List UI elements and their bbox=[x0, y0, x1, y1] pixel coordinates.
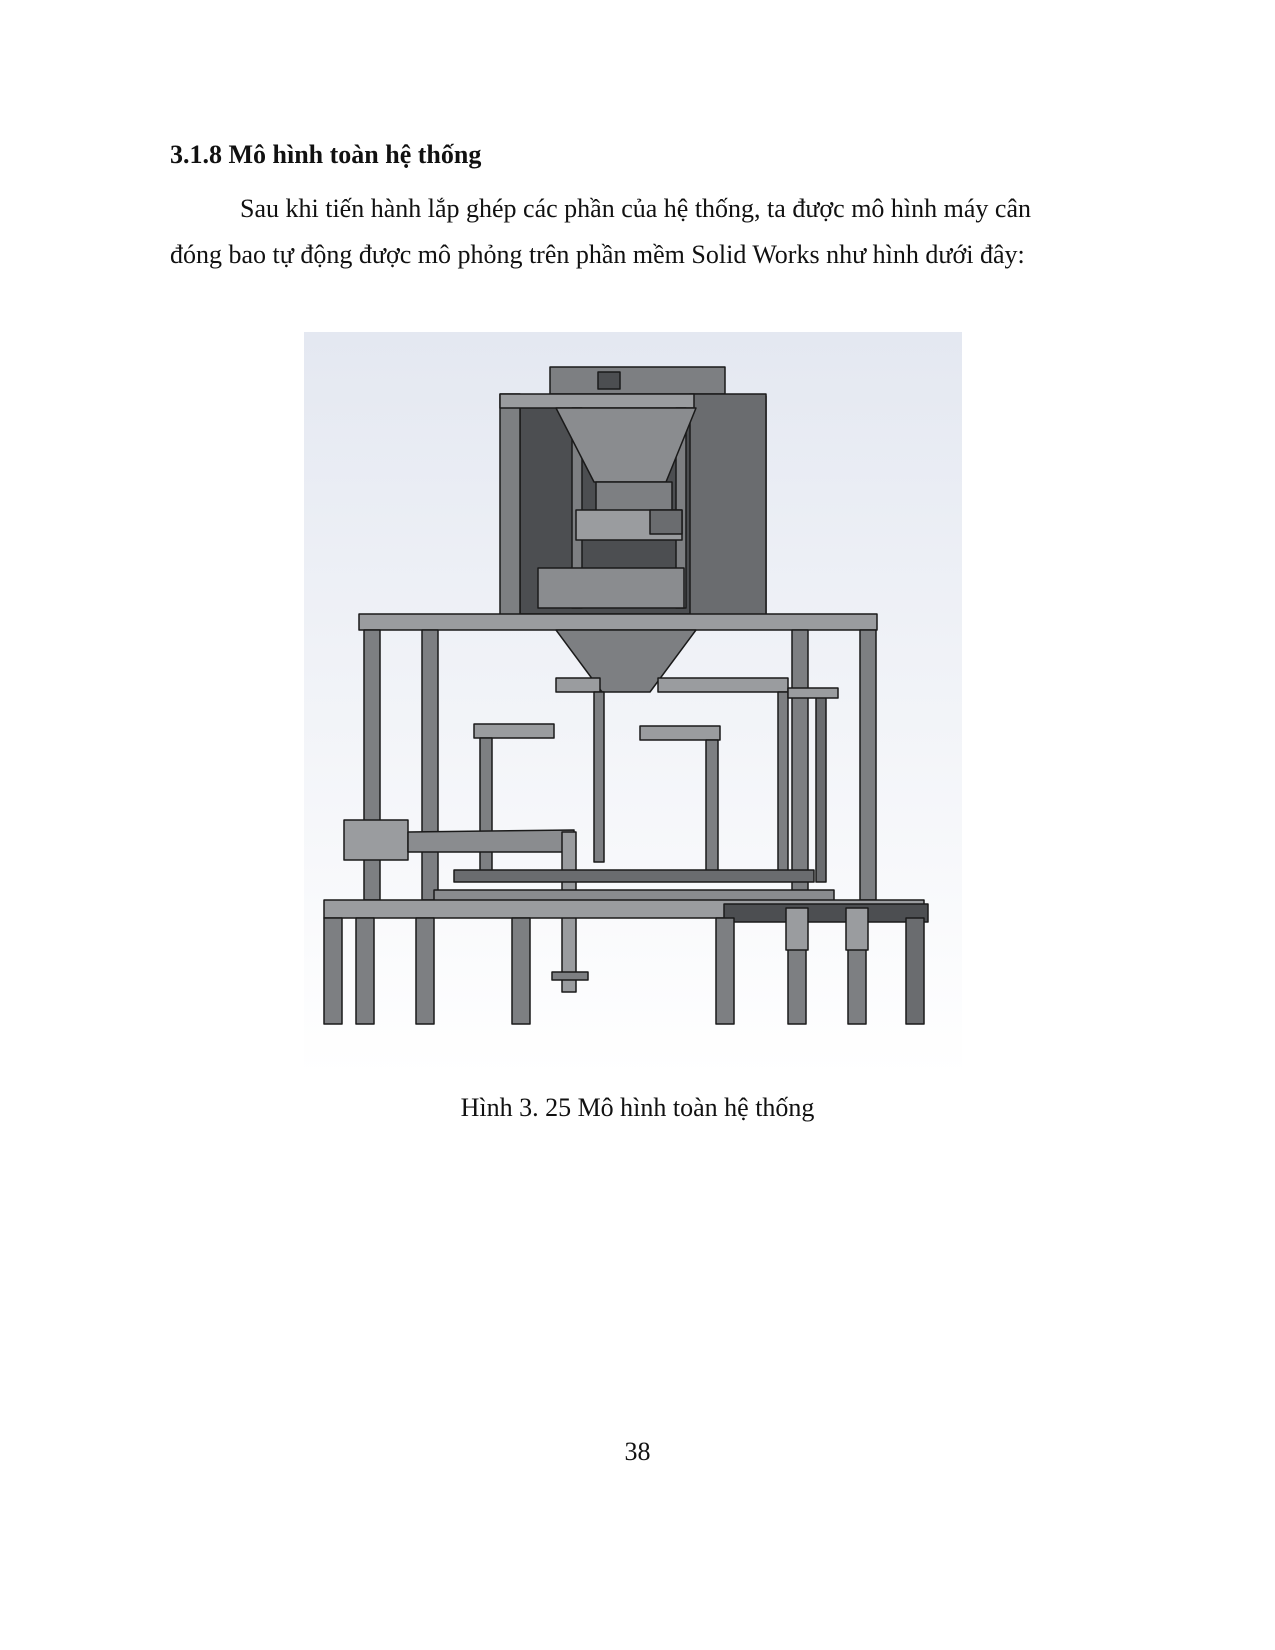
discharge-tray bbox=[538, 568, 684, 608]
main-table-top bbox=[359, 614, 877, 630]
hopper-neck bbox=[596, 482, 672, 512]
leg-sleeve bbox=[846, 908, 868, 950]
conveyor-deck bbox=[454, 870, 814, 882]
side-frame-post bbox=[816, 692, 826, 882]
body-paragraph bbox=[170, 186, 1100, 278]
actuator bbox=[650, 510, 682, 534]
base-frame-back bbox=[724, 904, 928, 922]
table-leg bbox=[422, 630, 438, 900]
table-leg bbox=[792, 630, 808, 900]
paragraph-line: Sau khi tiến hành lắp ghép các phần của hệ thống, ta được mô hình máy cân bbox=[240, 194, 1031, 223]
cabinet-left-side bbox=[500, 394, 520, 616]
bag-holder-post bbox=[480, 738, 492, 878]
cabinet-right-side bbox=[690, 394, 766, 616]
clamp-post bbox=[594, 692, 604, 862]
side-arm-beam bbox=[408, 830, 574, 852]
figure-caption: Hình 3. 25 Mô hình toàn hệ thống bbox=[460, 1093, 815, 1122]
base-leg bbox=[512, 918, 530, 1024]
table-leg bbox=[860, 630, 876, 900]
base-leg bbox=[324, 918, 342, 1024]
base-leg bbox=[716, 918, 734, 1024]
bag-clamp-arm bbox=[556, 678, 600, 692]
bagging-machine-render bbox=[304, 332, 962, 1077]
bag-clamp-arm bbox=[658, 678, 788, 692]
leg-sleeve bbox=[786, 908, 808, 950]
clamp-post bbox=[778, 692, 788, 872]
bag-holder-right bbox=[640, 726, 720, 740]
side-frame-rail bbox=[788, 688, 838, 698]
paragraph-line: đóng bao tự động được mô phỏng trên phần mềm Solid Works như hình dưới đây: bbox=[170, 240, 1025, 269]
base-leg bbox=[906, 918, 924, 1024]
side-arm-plate bbox=[344, 820, 408, 860]
side-arm-foot bbox=[552, 972, 588, 980]
bag-holder-post bbox=[706, 740, 718, 880]
base-leg bbox=[416, 918, 434, 1024]
base-leg bbox=[356, 918, 374, 1024]
page-number: 38 bbox=[624, 1437, 651, 1466]
machine-model-figure bbox=[304, 332, 962, 1077]
top-feeder-box bbox=[550, 367, 725, 394]
bag-holder-left bbox=[474, 724, 554, 738]
section-heading: 3.1.8 Mô hình toàn hệ thống bbox=[170, 140, 482, 169]
cabinet-top-rail bbox=[500, 394, 694, 408]
feeder-window bbox=[598, 372, 620, 389]
